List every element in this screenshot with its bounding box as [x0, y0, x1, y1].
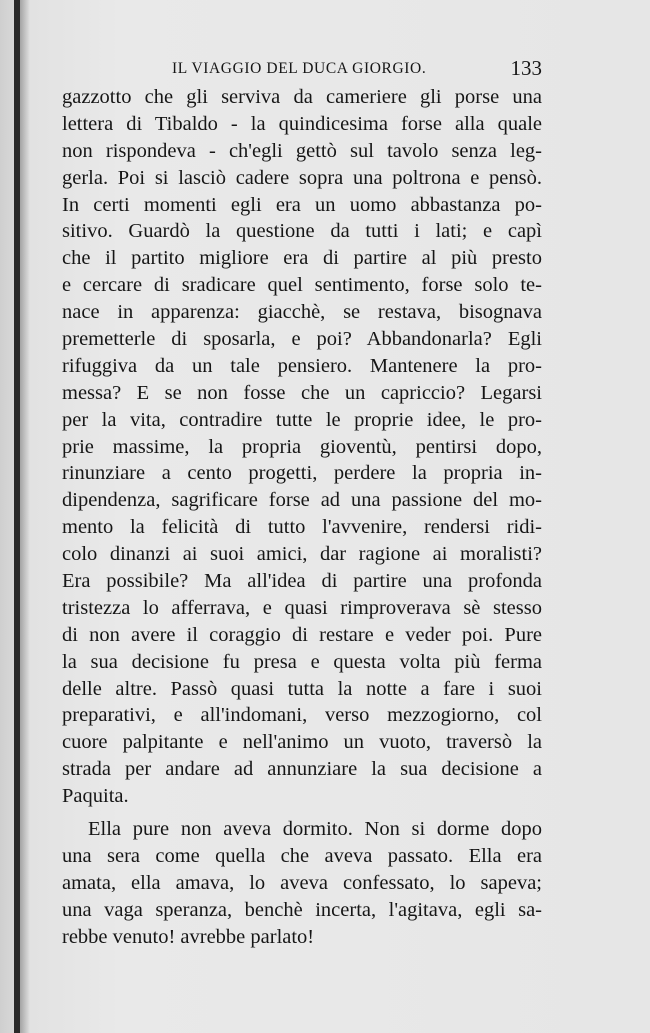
text-line: una sera come quella che aveva passato. Ella era	[62, 844, 542, 867]
text-line: preparativi, e all'indomani, verso mezzogiorno, col	[62, 704, 542, 727]
text-line: gazzotto che gli serviva da cameriere gli porse una	[62, 86, 542, 108]
text-line: la sua decisione fu presa e questa volta più ferma	[62, 650, 542, 673]
text-line: dipendenza, sagrificare forse ad una passione del mo-	[62, 489, 542, 512]
text-line: che il partito migliore era di partire al più presto	[62, 247, 542, 270]
text-line: delle altre. Passò quasi tutta la notte a fare i suoi	[62, 677, 542, 700]
text-line: rifuggiva da un tale pensiero. Mantenere la pro-	[62, 354, 542, 377]
text-line: gerla. Poi si lasciò cadere sopra una poltrona e pensò.	[62, 166, 542, 189]
text-line: rebbe venuto! avrebbe parlato!	[62, 925, 315, 948]
text-line: mento la felicità di tutto l'avvenire, rendersi ridi-	[62, 516, 542, 539]
text-line: Paquita.	[62, 785, 129, 808]
text-line: Era possibile? Ma all'idea di partire una profonda	[62, 570, 542, 593]
running-title: IL VIAGGIO DEL DUCA GIORGIO.	[172, 60, 427, 77]
paragraph-2	[62, 816, 542, 950]
text-line: sitivo. Guardò la questione da tutti i lati; e capì	[62, 220, 542, 243]
paragraph-1	[62, 84, 542, 810]
text-line: lettera di Tibaldo - la quindicesima forse alla quale	[62, 112, 542, 135]
text-line: rinunziare a cento progetti, perdere la propria in-	[62, 462, 542, 485]
text-line: colo dinanzi ai suoi amici, dar ragione ai moralisti?	[62, 543, 542, 566]
body-text	[62, 84, 542, 951]
text-line: tristezza lo afferrava, e quasi rimproverava sè stesso	[62, 596, 542, 619]
text-line: e cercare di sradicare quel sentimento, forse solo te-	[62, 274, 542, 297]
text-line: prie massime, la propria gioventù, pentirsi dopo,	[62, 435, 542, 458]
page-number: 133	[510, 56, 542, 80]
text-line: cuore palpitante e nell'animo un vuoto, traversò la	[62, 731, 542, 754]
text-line: In certi momenti egli era un uomo abbastanza po-	[62, 193, 542, 216]
text-line: una vaga speranza, benchè incerta, l'agitava, egli sa-	[62, 898, 542, 921]
text-line: di non avere il coraggio di restare e veder poi. Pure	[62, 623, 542, 646]
text-line: messa? E se non fosse che un capriccio? Legarsi	[62, 381, 542, 404]
text-line: per la vita, contradire tutte le proprie idee, le pro-	[62, 408, 542, 431]
text-line: amata, ella amava, lo aveva confessato, lo sapeva;	[62, 871, 542, 894]
text-line: non rispondeva - ch'egli gettò sul tavolo senza leg-	[62, 139, 542, 162]
binding-shadow	[20, 0, 30, 1033]
running-head	[62, 56, 542, 84]
text-line: strada per andare ad annunziare la sua decisione a	[62, 758, 542, 781]
text-line: premetterle di sposarla, e poi? Abbandonarla? Egli	[62, 328, 542, 351]
text-line: Ella pure non aveva dormito. Non si dorme dopo	[88, 818, 542, 841]
text-line: nace in apparenza: giacchè, se restava, bisognava	[62, 301, 542, 324]
